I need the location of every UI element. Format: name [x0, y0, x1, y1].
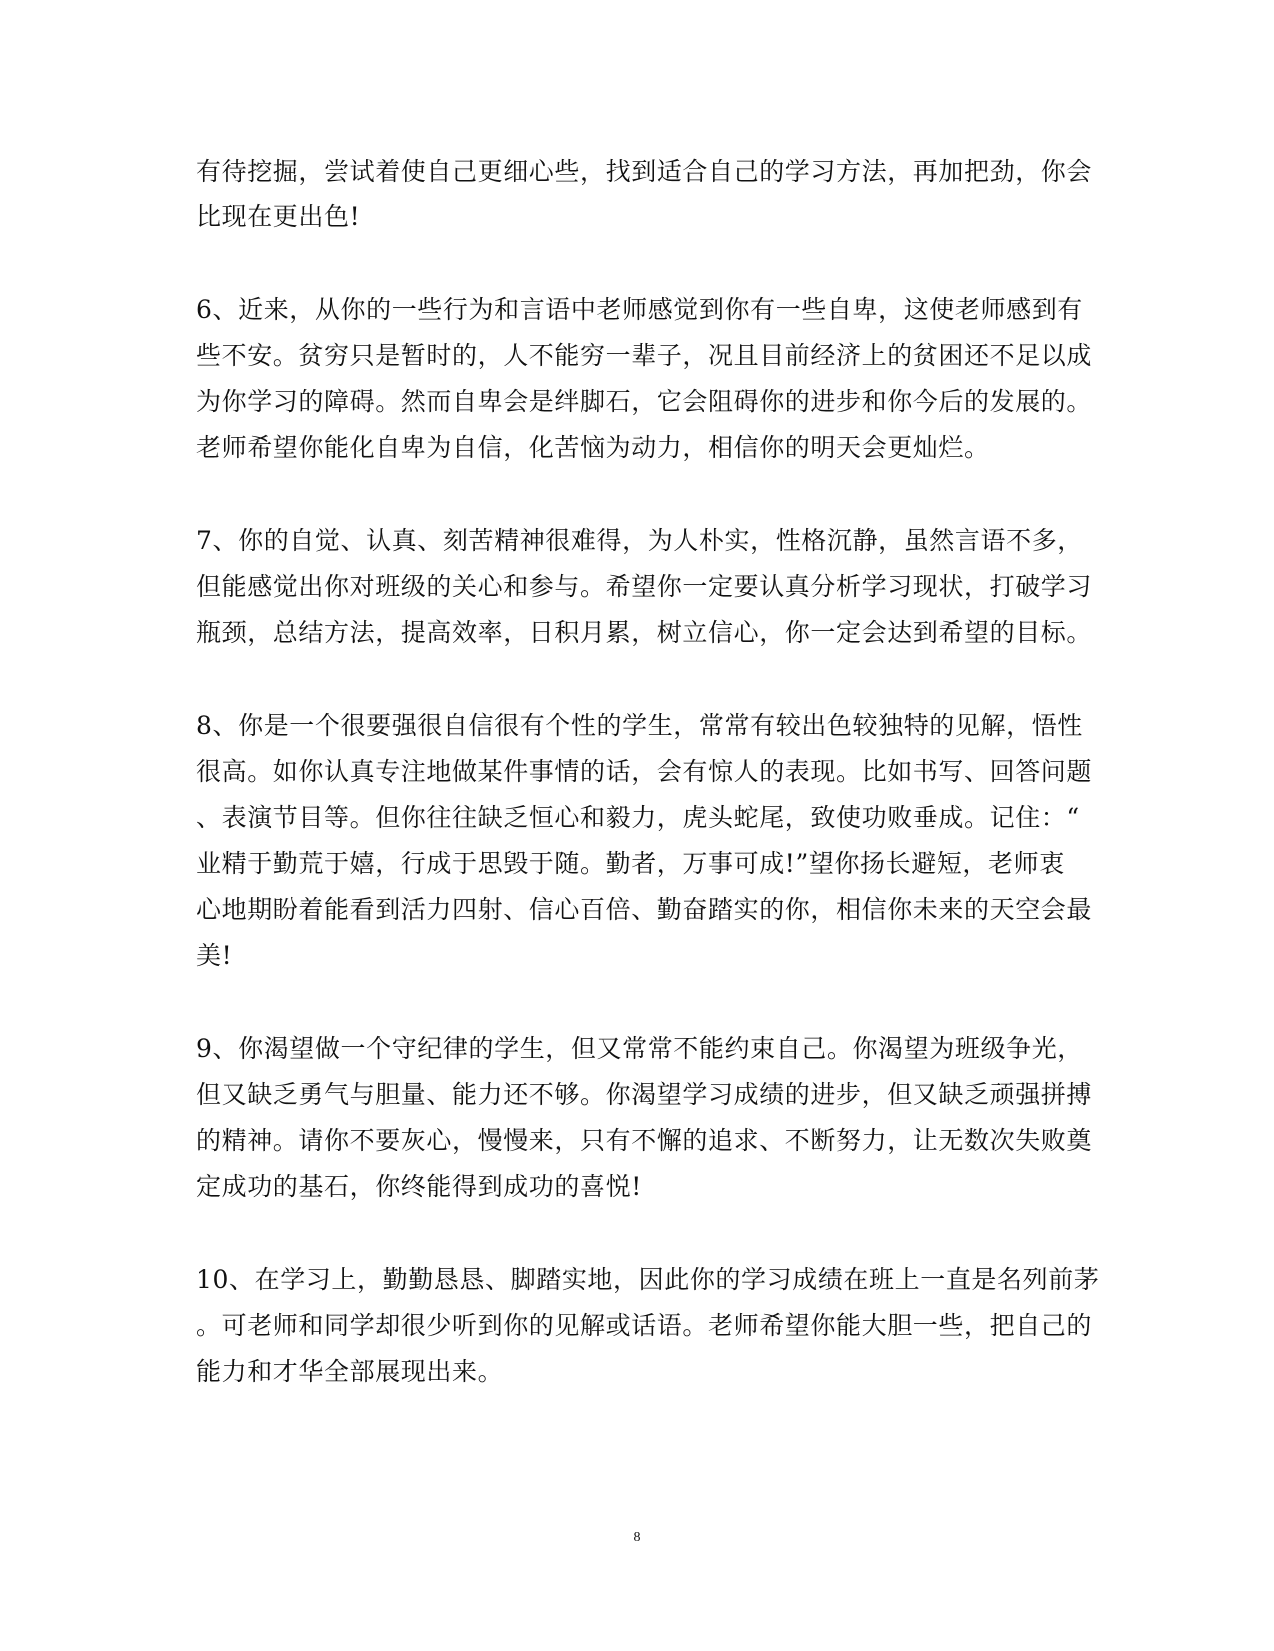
text-line: 美!: [196, 941, 233, 970]
text-line: 6、近来，从你的一些行为和言语中老师感觉到你有一些自卑，这使老师感到有: [196, 295, 1083, 324]
text-line: 有待挖掘，尝试着使自己更细心些，找到适合自己的学习方法，再加把劲，你会: [196, 157, 1093, 186]
text-line: 老师希望你能化自卑为自信，化苦恼为动力，相信你的明天会更灿烂。: [196, 433, 990, 462]
text-line: 心地期盼着能看到活力四射、信心百倍、勤奋踏实的你，相信你未来的天空会最: [196, 895, 1093, 924]
page-number: 8: [633, 1530, 641, 1545]
text-line: 的精神。请你不要灰心，慢慢来，只有不懈的追求、不断努力，让无数次失败奠: [196, 1126, 1093, 1155]
text-line: 但能感觉出你对班级的关心和参与。希望你一定要认真分析学习现状，打破学习: [196, 572, 1093, 601]
text-line: 、表演节目等。但你往往缺乏恒心和毅力，虎头蛇尾，致使功败垂成。记住：“: [196, 803, 1080, 832]
text-line: 10、在学习上，勤勤恳恳、脚踏实地，因此你的学习成绩在班上一直是名列前茅: [196, 1265, 1100, 1294]
text-line: 为你学习的障碍。然而自卑会是绊脚石，它会阻碍你的进步和你今后的发展的。: [196, 387, 1093, 416]
text-line: 些不安。贫穷只是暂时的，人不能穷一辈子，况且目前经济上的贫困还不足以成: [196, 341, 1093, 370]
text-line: 7、你的自觉、认真、刻苦精神很难得，为人朴实，性格沉静，虽然言语不多，: [196, 526, 1083, 555]
text-line: 瓶颈，总结方法，提高效率，日积月累，树立信心，你一定会达到希望的目标。: [196, 618, 1093, 647]
text-line: 9、你渴望做一个守纪律的学生，但又常常不能约束自己。你渴望为班级争光，: [196, 1034, 1083, 1063]
text-line: 8、你是一个很要强很自信很有个性的学生，常常有较出色较独特的见解，悟性: [196, 711, 1083, 740]
text-line: 能力和才华全部展现出来。: [196, 1357, 504, 1386]
text-line: 。可老师和同学却很少听到你的见解或话语。老师希望你能大胆一些，把自己的: [196, 1311, 1093, 1340]
text-line: 比现在更出色!: [196, 202, 361, 231]
text-line: 很高。如你认真专注地做某件事情的话，会有惊人的表现。比如书写、回答问题: [196, 757, 1093, 786]
text-line: 定成功的基石，你终能得到成功的喜悦!: [196, 1172, 642, 1201]
text-line: 但又缺乏勇气与胆量、能力还不够。你渴望学习成绩的进步，但又缺乏顽强拼搏: [196, 1080, 1093, 1109]
text-line: 业精于勤荒于嬉，行成于思毁于随。勤者，万事可成!”望你扬长避短，老师衷: [196, 849, 1065, 878]
